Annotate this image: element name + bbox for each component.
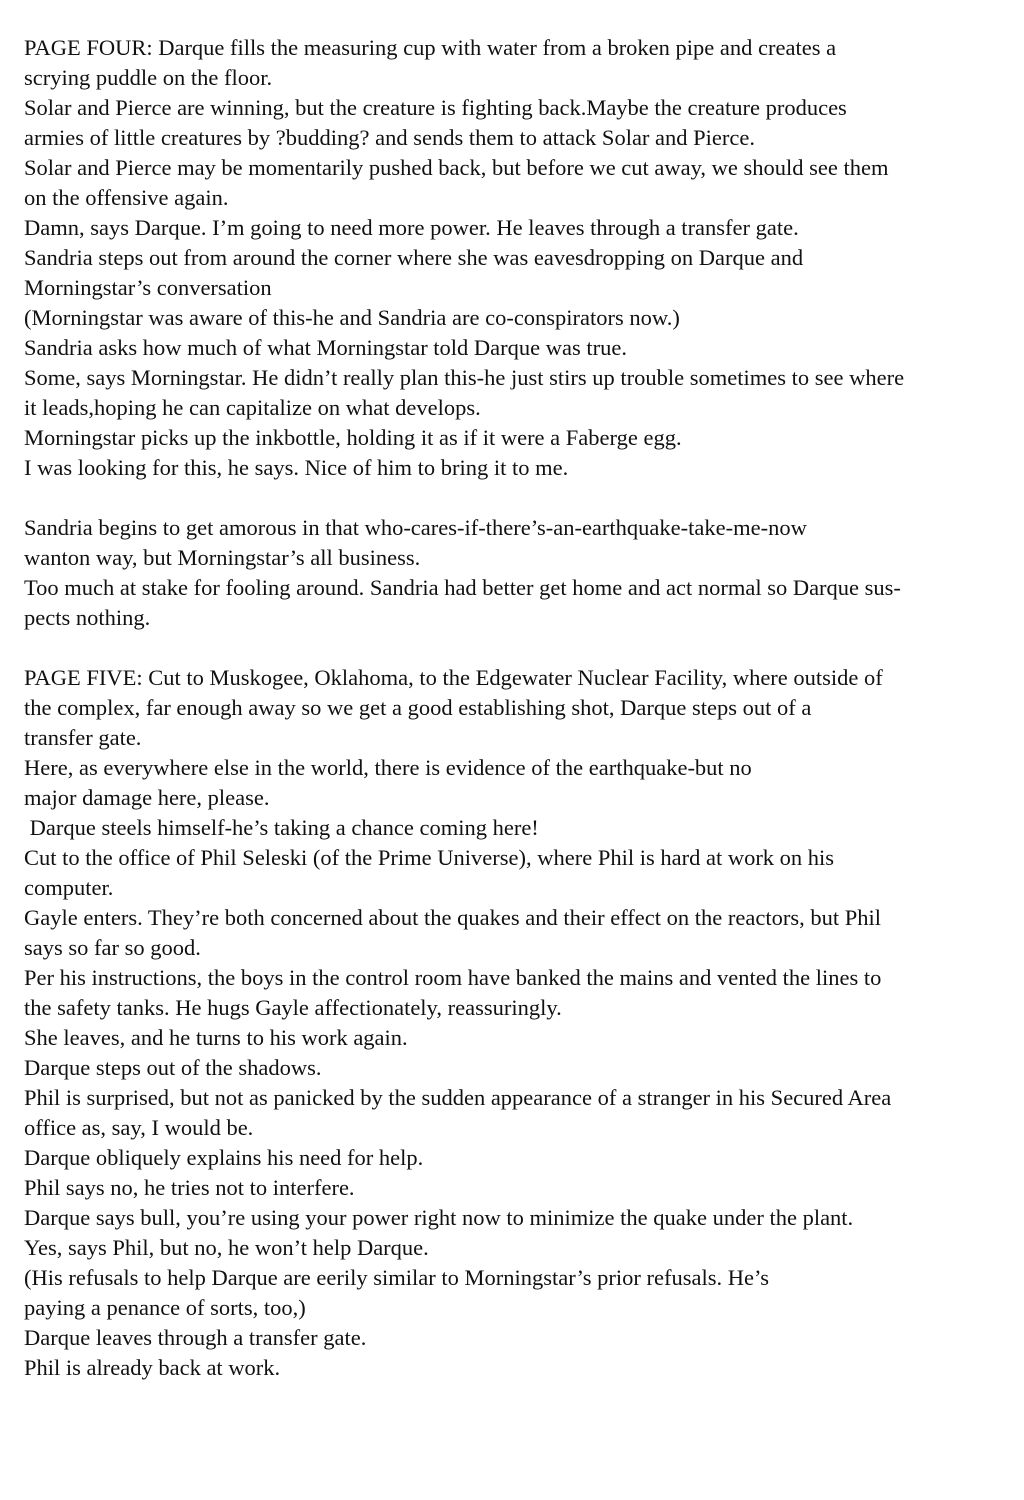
text-line: Solar and Pierce are winning, but the creature is fighting back.Maybe the creature produces: [24, 95, 847, 120]
text-line: Darque steels himself-he’s taking a chance coming here!: [24, 815, 539, 840]
text-line: office as, say, I would be.: [24, 1115, 254, 1140]
text-line: Darque says bull, you’re using your power right now to minimize the quake under the plant.: [24, 1205, 854, 1230]
text-line: Cut to the office of Phil Seleski (of the Prime Universe), where Phil is hard at work on his: [24, 845, 835, 870]
text-line: Sandria asks how much of what Morningstar told Darque was true.: [24, 335, 627, 360]
text-line: She leaves, and he turns to his work again.: [24, 1025, 408, 1050]
text-line: Sandria begins to get amorous in that who-cares-if-there’s-an-earthquake-take-me-now: [24, 515, 807, 540]
paragraph-spacer: [24, 483, 1009, 513]
text-line: major damage here, please.: [24, 785, 270, 810]
text-line: the safety tanks. He hugs Gayle affectionately, reassuringly.: [24, 995, 562, 1020]
text-line: says so far so good.: [24, 935, 201, 960]
text-line: Sandria steps out from around the corner where she was eavesdropping on Darque and: [24, 245, 804, 270]
document-page: [24, 33, 1009, 1383]
text-line: it leads,hoping he can capitalize on what develops.: [24, 395, 481, 420]
paragraph-spacer: [24, 633, 1009, 663]
text-line: Darque leaves through a transfer gate.: [24, 1325, 367, 1350]
text-line: Darque steps out of the shadows.: [24, 1055, 322, 1080]
text-line: on the offensive again.: [24, 185, 229, 210]
text-line: Morningstar picks up the inkbottle, holding it as if it were a Faberge egg.: [24, 425, 682, 450]
text-line: paying a penance of sorts, too,): [24, 1295, 306, 1320]
text-line: I was looking for this, he says. Nice of him to bring it to me.: [24, 455, 569, 480]
text-line: wanton way, but Morningstar’s all business.: [24, 545, 421, 570]
text-line: (Morningstar was aware of this-he and Sandria are co-conspirators now.): [24, 305, 680, 330]
text-line: Phil is surprised, but not as panicked by the sudden appearance of a stranger in his Secured Area: [24, 1085, 892, 1110]
text-line: transfer gate.: [24, 725, 142, 750]
text-line: Too much at stake for fooling around. Sandria had better get home and act normal so Darque sus-: [24, 575, 901, 600]
text-line: Morningstar’s conversation: [24, 275, 272, 300]
text-line: pects nothing.: [24, 605, 151, 630]
text-line: Darque obliquely explains his need for help.: [24, 1145, 424, 1170]
text-line: Phil says no, he tries not to interfere.: [24, 1175, 355, 1200]
text-line: Damn, says Darque. I’m going to need more power. He leaves through a transfer gate.: [24, 215, 799, 240]
text-line: Per his instructions, the boys in the control room have banked the mains and vented the lines to: [24, 965, 882, 990]
text-line: Here, as everywhere else in the world, there is evidence of the earthquake-but no: [24, 755, 752, 780]
text-line: PAGE FIVE: Cut to Muskogee, Oklahoma, to the Edgewater Nuclear Facility, where outside of: [24, 665, 883, 690]
text-line: PAGE FOUR: Darque fills the measuring cup with water from a broken pipe and creates a: [24, 35, 837, 60]
text-line: Phil is already back at work.: [24, 1355, 281, 1380]
text-line: Solar and Pierce may be momentarily pushed back, but before we cut away, we should see them: [24, 155, 889, 180]
text-line: Yes, says Phil, but no, he won’t help Darque.: [24, 1235, 429, 1260]
text-line: computer.: [24, 875, 114, 900]
text-line: Gayle enters. They’re both concerned about the quakes and their effect on the reactors, but Phil: [24, 905, 881, 930]
text-line: (His refusals to help Darque are eerily similar to Morningstar’s prior refusals. He’s: [24, 1265, 770, 1290]
text-line: the complex, far enough away so we get a good establishing shot, Darque steps out of a: [24, 695, 812, 720]
text-line: Some, says Morningstar. He didn’t really plan this-he just stirs up trouble sometimes to see where: [24, 365, 905, 390]
text-line: armies of little creatures by ?budding? and sends them to attack Solar and Pierce.: [24, 125, 756, 150]
text-line: scrying puddle on the floor.: [24, 65, 273, 90]
